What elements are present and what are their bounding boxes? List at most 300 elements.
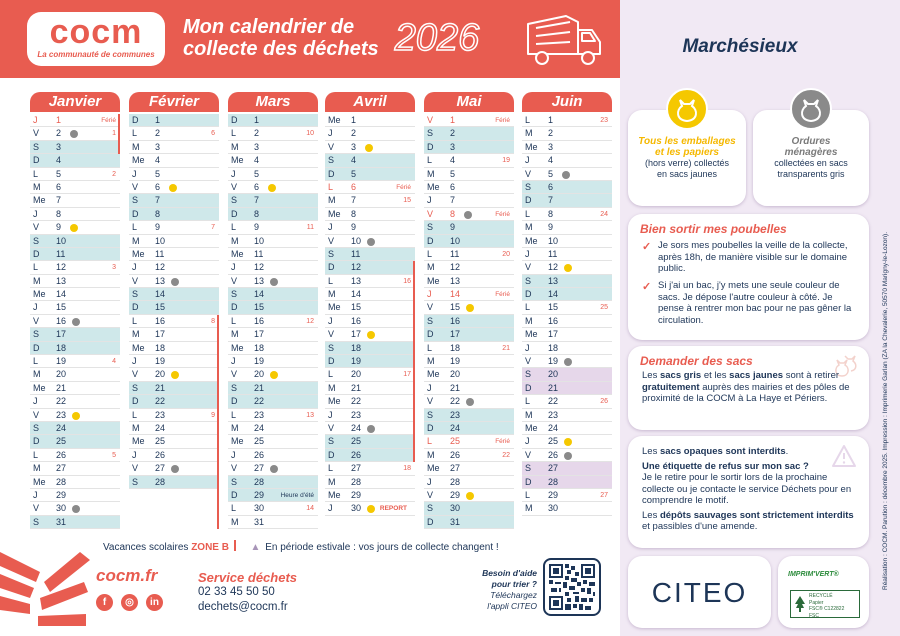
- day-letter: J: [525, 342, 530, 353]
- day-letter: D: [427, 516, 434, 527]
- day-number: 25: [56, 436, 67, 447]
- day-row: [228, 221, 318, 234]
- day-row: [522, 208, 612, 221]
- credits-svg: [878, 150, 890, 590]
- day-letter: M: [328, 382, 336, 393]
- opq-l4b: dépôts sauvages sont strictement interdits: [659, 509, 854, 521]
- day-number: 8: [155, 208, 161, 219]
- day-number: 2: [548, 128, 554, 139]
- day-row: [325, 422, 415, 435]
- yellow-bag-collection-dot: [564, 438, 572, 446]
- day-row: [325, 382, 415, 395]
- day-letter: J: [33, 489, 38, 500]
- day-letter: D: [525, 476, 532, 487]
- day-row: [129, 221, 219, 234]
- day-number: 18: [56, 342, 67, 353]
- day-number: 6: [254, 181, 260, 192]
- day-row: [30, 127, 120, 140]
- day-letter: L: [328, 181, 334, 192]
- day-number: 7: [155, 195, 161, 206]
- day-number: 20: [254, 369, 265, 380]
- gray-bag-collection-dot: [270, 278, 278, 286]
- day-letter: S: [328, 155, 335, 166]
- day-letter: V: [33, 222, 40, 233]
- day-letter: Me: [33, 382, 46, 393]
- linkedin-icon[interactable]: in: [146, 594, 163, 611]
- day-row: [522, 114, 612, 127]
- yellow-bag-collection-dot: [169, 184, 177, 192]
- day-letter: S: [132, 382, 139, 393]
- month-3: [325, 92, 415, 528]
- day-row: [129, 168, 219, 181]
- day-letter: D: [231, 115, 238, 125]
- day-number: 14: [450, 289, 461, 300]
- help-line-4: l'appli CITEO: [487, 601, 537, 611]
- day-letter: V: [33, 409, 40, 420]
- day-letter: M: [525, 315, 533, 326]
- day-number: 16: [56, 315, 67, 326]
- day-note: Férié: [101, 117, 116, 124]
- day-letter: Me: [525, 235, 538, 246]
- yellow-bag-collection-dot: [367, 505, 375, 513]
- day-row: [30, 275, 120, 288]
- dem-p1b: sacs gris: [659, 370, 702, 381]
- day-number: 12: [155, 262, 166, 273]
- day-letter: D: [33, 248, 40, 259]
- card-ordures: [753, 110, 869, 206]
- day-letter: S: [427, 409, 434, 420]
- day-number: 1: [56, 115, 62, 125]
- day-row: [325, 141, 415, 154]
- day-list: [228, 114, 318, 529]
- day-number: 19: [548, 356, 559, 367]
- day-row: [129, 476, 219, 489]
- day-number: 18: [254, 342, 265, 353]
- day-letter: Me: [132, 342, 145, 353]
- day-letter: Me: [525, 141, 538, 152]
- page-title: [183, 16, 379, 60]
- day-row: [129, 288, 219, 301]
- instagram-icon[interactable]: ◎: [121, 594, 138, 611]
- day-number: 10: [155, 235, 166, 246]
- help-line-3: Téléchargez: [490, 590, 537, 600]
- day-letter: V: [427, 302, 434, 313]
- day-number: 5: [155, 168, 161, 179]
- day-letter: L: [525, 208, 531, 219]
- gray-bag-collection-dot: [72, 505, 80, 513]
- check-icon: ✓: [642, 281, 652, 293]
- title-line-1: Mon calendrier de: [183, 16, 355, 38]
- day-number: 30: [56, 503, 67, 514]
- day-row: [228, 516, 318, 529]
- card-sortir-p2: Si j'ai un bac, j'y mets une seule couleur de sacs. Je dépose l'autre couleur à côté. Je pense à rentrer mon bac pour ne pas gêner la circulation.: [658, 280, 852, 326]
- day-row: [325, 208, 415, 221]
- card-ordures-text: [753, 136, 869, 180]
- qr-code-icon: [549, 564, 595, 610]
- week-number: 9: [211, 411, 215, 419]
- day-row: [325, 409, 415, 422]
- day-row: [522, 502, 612, 515]
- day-number: 25: [254, 436, 265, 447]
- day-letter: M: [328, 476, 336, 487]
- day-letter: S: [231, 382, 238, 393]
- day-row: [424, 181, 514, 194]
- day-number: 6: [56, 181, 62, 192]
- day-letter: D: [328, 449, 335, 460]
- day-number: 4: [56, 155, 62, 166]
- day-row: [424, 315, 514, 328]
- day-number: 12: [548, 262, 559, 273]
- day-row: [325, 328, 415, 341]
- month-4: [424, 92, 514, 528]
- day-row: [228, 315, 318, 328]
- day-number: 21: [548, 382, 559, 393]
- day-row: [129, 315, 219, 328]
- day-row: [522, 261, 612, 274]
- website-link[interactable]: cocm.fr: [96, 566, 158, 585]
- day-row: [424, 409, 514, 422]
- day-number: 23: [351, 409, 362, 420]
- card-demander-sacs: [628, 346, 869, 430]
- day-number: 3: [155, 141, 161, 152]
- day-row: [129, 462, 219, 475]
- day-letter: S: [33, 422, 40, 433]
- day-number: 20: [548, 369, 559, 380]
- card-om-title-1: Ordures: [791, 136, 831, 147]
- day-row: [325, 435, 415, 448]
- day-letter: J: [33, 396, 38, 407]
- imprim-vert-label: IMPRIM'VERT®: [788, 571, 839, 578]
- day-number: 22: [548, 396, 559, 407]
- day-number: 22: [450, 396, 461, 407]
- card-emballages-text: [628, 136, 746, 180]
- day-number: 7: [548, 195, 554, 206]
- day-number: 31: [56, 516, 67, 527]
- day-number: 5: [56, 168, 62, 179]
- day-letter: D: [328, 356, 335, 367]
- day-row: [522, 288, 612, 301]
- day-note: Férié: [495, 210, 510, 218]
- day-row: [30, 301, 120, 314]
- day-number: 12: [450, 262, 461, 273]
- zone-b-holiday-bar: [217, 315, 219, 529]
- day-row: [325, 275, 415, 288]
- day-row: [228, 462, 318, 475]
- day-row: [424, 154, 514, 167]
- yellow-bag-collection-dot: [270, 371, 278, 379]
- day-number: 13: [548, 275, 559, 286]
- card-dem-text: [642, 370, 859, 405]
- day-letter: V: [328, 329, 335, 340]
- day-letter: L: [427, 436, 433, 447]
- day-row: [228, 275, 318, 288]
- day-letter: L: [525, 115, 531, 125]
- day-letter: M: [525, 409, 533, 420]
- day-row: [325, 315, 415, 328]
- service-email[interactable]: dechets@cocm.fr: [198, 601, 288, 613]
- day-letter: J: [328, 315, 333, 326]
- day-number: 11: [548, 248, 558, 259]
- day-letter: S: [231, 476, 238, 487]
- credits: [878, 150, 890, 590]
- day-letter: Me: [328, 302, 341, 313]
- day-letter: Me: [33, 289, 46, 300]
- day-number: 1: [351, 115, 357, 125]
- day-number: 2: [351, 128, 357, 139]
- day-row: [424, 489, 514, 502]
- dem-p1c: et les: [703, 370, 727, 381]
- day-letter: V: [328, 141, 335, 152]
- day-letter: J: [33, 208, 38, 219]
- gray-bag-collection-dot: [564, 452, 572, 460]
- day-number: 13: [351, 275, 362, 286]
- day-row: [30, 141, 120, 154]
- day-row: [228, 235, 318, 248]
- day-row: [424, 301, 514, 314]
- day-row: [228, 382, 318, 395]
- day-number: 23: [254, 409, 265, 420]
- fsc-line-2: Papier: [809, 599, 824, 606]
- gray-bag-collection-dot: [367, 238, 375, 246]
- gray-bag-icon: [790, 88, 832, 130]
- day-number: 1: [450, 115, 456, 125]
- week-number: 21: [502, 344, 510, 352]
- day-letter: M: [231, 141, 239, 152]
- day-row: [129, 194, 219, 207]
- gray-bag-collection-dot: [72, 318, 80, 326]
- day-letter: S: [525, 181, 532, 192]
- day-row: [325, 261, 415, 274]
- day-letter: D: [525, 289, 532, 300]
- day-number: 30: [254, 503, 265, 514]
- gray-bag-collection-dot: [367, 425, 375, 433]
- week-number: 14: [306, 505, 314, 513]
- day-number: 22: [351, 396, 362, 407]
- gray-bag-collection-dot: [562, 171, 570, 179]
- day-row: [424, 355, 514, 368]
- day-number: 2: [155, 128, 161, 139]
- day-letter: L: [328, 369, 334, 380]
- day-letter: S: [525, 275, 532, 286]
- day-row: [522, 168, 612, 181]
- day-row: [522, 409, 612, 422]
- day-letter: D: [525, 195, 532, 206]
- day-letter: V: [328, 422, 335, 433]
- day-number: 4: [548, 155, 554, 166]
- day-number: 17: [56, 329, 67, 340]
- gray-bag-collection-dot: [70, 130, 78, 138]
- day-row: [30, 315, 120, 328]
- day-row: [424, 462, 514, 475]
- day-number: 19: [56, 356, 67, 367]
- day-number: 21: [450, 382, 461, 393]
- day-number: 24: [351, 422, 362, 433]
- dem-p1f: gratuitement: [642, 381, 700, 393]
- day-row: [522, 127, 612, 140]
- day-row: [325, 194, 415, 207]
- day-number: 25: [548, 436, 559, 447]
- day-number: 30: [450, 503, 461, 514]
- day-row: [30, 181, 120, 194]
- day-letter: S: [525, 463, 532, 474]
- day-letter: L: [427, 342, 433, 353]
- day-letter: L: [132, 315, 138, 326]
- day-number: 17: [351, 329, 362, 340]
- day-number: 28: [548, 476, 559, 487]
- day-letter: D: [33, 436, 40, 447]
- day-number: 5: [450, 168, 456, 179]
- day-row: [424, 194, 514, 207]
- day-number: 14: [351, 289, 362, 300]
- day-row: [228, 261, 318, 274]
- day-number: 16: [548, 315, 559, 326]
- day-row: [325, 395, 415, 408]
- week-number: 12: [306, 317, 314, 325]
- day-letter: J: [132, 262, 137, 273]
- day-number: 27: [155, 463, 166, 474]
- day-number: 16: [450, 315, 461, 326]
- opq-l2: Une étiquette de refus sur mon sac ?: [642, 460, 809, 472]
- day-number: 28: [254, 476, 265, 487]
- day-number: 7: [351, 195, 357, 206]
- day-letter: D: [33, 155, 40, 166]
- facebook-icon[interactable]: f: [96, 594, 113, 611]
- day-row: [129, 114, 219, 127]
- day-letter: M: [33, 181, 41, 192]
- cocm-logo[interactable]: [27, 12, 165, 66]
- day-row: [424, 382, 514, 395]
- day-letter: Me: [33, 195, 46, 206]
- day-number: 1: [548, 115, 554, 125]
- week-number: 25: [600, 304, 608, 312]
- day-letter: D: [328, 168, 335, 179]
- day-letter: M: [427, 262, 435, 273]
- day-row: [522, 449, 612, 462]
- dem-p1g: auprès des mairies et des pôles de proximité de la COCM à La Haye et Périers.: [642, 381, 850, 404]
- card-dem-title: Demander des sacs: [640, 354, 753, 368]
- service-title: Service déchets: [198, 570, 298, 585]
- day-number: 11: [351, 248, 361, 259]
- day-letter: Me: [427, 181, 440, 192]
- decorative-logo-mark: [0, 552, 90, 636]
- day-row: [424, 221, 514, 234]
- day-row: [228, 368, 318, 381]
- day-row: [228, 435, 318, 448]
- day-letter: D: [525, 382, 532, 393]
- day-row: [228, 288, 318, 301]
- day-number: 27: [254, 463, 265, 474]
- day-letter: S: [132, 195, 139, 206]
- day-number: 15: [548, 302, 559, 313]
- day-letter: D: [231, 302, 238, 313]
- day-row: [129, 382, 219, 395]
- yellow-bag-collection-dot: [367, 331, 375, 339]
- day-letter: J: [231, 356, 236, 367]
- day-number: 6: [450, 181, 456, 192]
- day-row: [424, 127, 514, 140]
- warning-triangle-icon: ▲: [250, 542, 261, 553]
- day-number: 21: [155, 382, 166, 393]
- day-letter: Me: [231, 342, 244, 353]
- week-number: 23: [600, 117, 608, 124]
- dem-p1e: sont à retirer: [785, 370, 840, 381]
- yellow-bag-collection-dot: [466, 492, 474, 500]
- day-letter: V: [427, 396, 434, 407]
- logo-name: cocm: [49, 13, 143, 51]
- day-note: Férié: [495, 291, 510, 299]
- day-number: 18: [351, 342, 362, 353]
- fsc-line-4: FSC: [809, 612, 819, 619]
- day-number: 7: [254, 195, 260, 206]
- day-number: 1: [254, 115, 260, 125]
- day-row: [129, 261, 219, 274]
- day-row: [30, 422, 120, 435]
- day-letter: J: [328, 128, 333, 139]
- day-letter: M: [525, 222, 533, 233]
- day-row: [325, 355, 415, 368]
- day-row: [129, 342, 219, 355]
- week-number: 7: [211, 224, 215, 232]
- week-number: 20: [502, 250, 510, 258]
- day-letter: V: [328, 235, 335, 246]
- day-letter: Me: [231, 248, 244, 259]
- day-row: [424, 368, 514, 381]
- day-number: 29: [450, 489, 461, 500]
- day-row: [228, 154, 318, 167]
- day-letter: S: [328, 342, 335, 353]
- day-row: [325, 288, 415, 301]
- day-row: [129, 154, 219, 167]
- day-number: 19: [351, 356, 362, 367]
- day-row: [325, 449, 415, 462]
- day-row: [424, 435, 514, 448]
- yellow-bag-collection-dot: [268, 184, 276, 192]
- day-letter: S: [427, 503, 434, 514]
- day-row: [228, 194, 318, 207]
- service-phone[interactable]: 02 33 45 50 50: [198, 586, 275, 598]
- day-number: 22: [155, 396, 166, 407]
- day-row: [129, 275, 219, 288]
- day-row: [424, 275, 514, 288]
- day-letter: Me: [328, 489, 341, 500]
- day-letter: M: [427, 449, 435, 460]
- day-number: 5: [254, 168, 260, 179]
- day-letter: V: [231, 463, 238, 474]
- day-letter: D: [132, 396, 139, 407]
- day-row: [228, 248, 318, 261]
- garbage-truck-icon: [522, 10, 606, 68]
- day-row: [129, 422, 219, 435]
- day-row: [129, 328, 219, 341]
- day-number: 26: [450, 449, 461, 460]
- day-letter: D: [231, 396, 238, 407]
- day-row: [424, 288, 514, 301]
- day-number: 10: [450, 235, 461, 246]
- day-number: 8: [56, 208, 62, 219]
- day-letter: L: [427, 155, 433, 166]
- day-number: 17: [254, 329, 265, 340]
- day-number: 16: [351, 315, 362, 326]
- day-row: [424, 248, 514, 261]
- day-letter: V: [33, 315, 40, 326]
- day-letter: S: [328, 436, 335, 447]
- day-number: 9: [254, 222, 260, 233]
- year-label: 2026: [394, 17, 480, 59]
- qr-code[interactable]: [543, 558, 601, 616]
- day-row: [424, 449, 514, 462]
- day-row: [522, 194, 612, 207]
- day-letter: L: [132, 128, 138, 139]
